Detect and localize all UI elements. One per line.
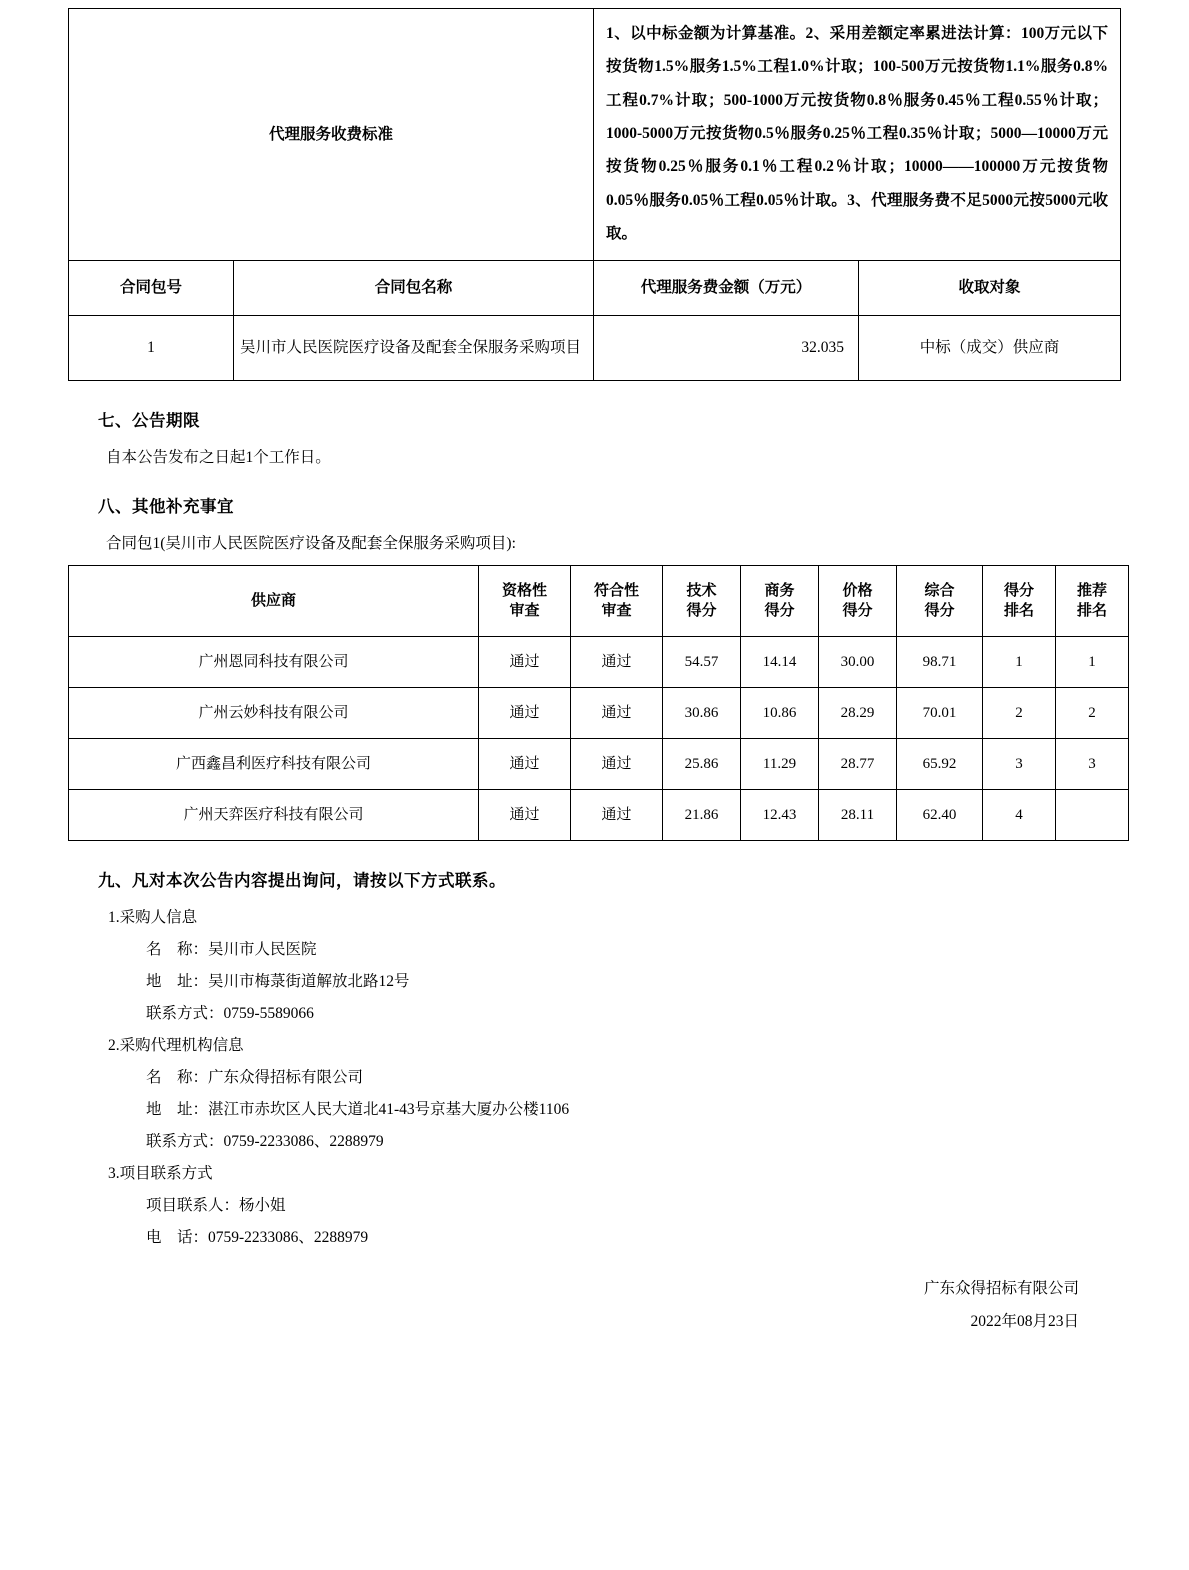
agency-title: 2.采购代理机构信息 — [108, 1037, 244, 1055]
table-row — [69, 790, 1129, 841]
agency-contact: 联系方式：0759-2233086、2288979 — [146, 1133, 384, 1151]
header-price — [819, 566, 897, 637]
header-business-line1: 商务 — [764, 582, 795, 599]
section-heading-9: 九、凡对本次公告内容提出询问，请按以下方式联系。 — [98, 871, 506, 891]
cell-business: 10.86 — [741, 688, 819, 739]
header-supplier-line1: 供应商 — [250, 593, 296, 610]
header-overall-line1: 综合 — [924, 582, 955, 599]
cell-recommend-rank: 1 — [1056, 637, 1129, 688]
agency-address: 地 址：湛江市赤坎区人民大道北41-43号京基大厦办公楼1106 — [146, 1101, 570, 1119]
header-package-no: 合同包号 — [69, 261, 234, 316]
header-compliance-line2: 审查 — [601, 603, 632, 620]
cell-technical: 25.86 — [663, 739, 741, 790]
cell-score-rank: 1 — [983, 637, 1056, 688]
header-recommend-rank-line1: 推荐 — [1076, 582, 1107, 599]
cell-package-no: 1 — [69, 316, 234, 381]
cell-compliance: 通过 — [571, 790, 663, 841]
document-footer — [68, 1273, 1121, 1338]
cell-qualification: 通过 — [479, 637, 571, 688]
header-score-rank — [983, 566, 1056, 637]
header-technical — [663, 566, 741, 637]
cell-compliance: 通过 — [571, 637, 663, 688]
purchaser-name: 名 称：吴川市人民医院 — [146, 941, 317, 959]
header-fee-amount: 代理服务费金额（万元） — [594, 261, 859, 316]
cell-recommend-rank — [1056, 790, 1129, 841]
cell-technical: 21.86 — [663, 790, 741, 841]
project-contact-person: 项目联系人：杨小姐 — [146, 1197, 286, 1215]
score-table-header-row — [69, 566, 1129, 637]
cell-recommend-rank: 3 — [1056, 739, 1129, 790]
cell-supplier: 广州云妙科技有限公司 — [69, 688, 479, 739]
cell-overall: 98.71 — [897, 637, 983, 688]
header-business — [741, 566, 819, 637]
cell-score-rank: 4 — [983, 790, 1056, 841]
cell-score-rank: 2 — [983, 688, 1056, 739]
cell-overall: 70.01 — [897, 688, 983, 739]
project-contact-title: 3.项目联系方式 — [108, 1165, 213, 1183]
fee-table-header-row — [69, 261, 1121, 316]
header-recommend-rank — [1056, 566, 1129, 637]
cell-price: 28.11 — [819, 790, 897, 841]
header-technical-line2: 得分 — [686, 603, 717, 620]
cell-score-rank: 3 — [983, 739, 1056, 790]
header-score-rank-line1: 得分 — [1003, 582, 1034, 599]
table-row — [69, 688, 1129, 739]
header-qualification-line1: 资格性 — [501, 582, 547, 599]
header-qualification — [479, 566, 571, 637]
section-heading-7: 七、公告期限 — [98, 411, 200, 431]
fee-standard-row — [69, 9, 1121, 261]
cell-fee-amount: 32.035 — [594, 316, 859, 381]
cell-price: 28.77 — [819, 739, 897, 790]
cell-price: 28.29 — [819, 688, 897, 739]
purchaser-title: 1.采购人信息 — [108, 909, 198, 927]
header-business-line2: 得分 — [764, 603, 795, 620]
header-score-rank-line2: 排名 — [1003, 603, 1034, 620]
cell-qualification: 通过 — [479, 739, 571, 790]
section-7-text: 自本公告发布之日起1个工作日。 — [106, 449, 331, 467]
footer-organization: 广东众得招标有限公司 — [923, 1280, 1079, 1298]
cell-business: 12.43 — [741, 790, 819, 841]
cell-price: 30.00 — [819, 637, 897, 688]
header-price-line1: 价格 — [842, 582, 873, 599]
cell-qualification: 通过 — [479, 790, 571, 841]
evaluation-score-table — [68, 565, 1129, 841]
fee-standard-body: 1、以中标金额为计算基准。2、采用差额定率累进法计算：100万元以下按货物1.5%服务1.5%工程1.0%计取；100-500万元按货物1.1%服务0.8%工程0.7%计取；500-1000万元按货物0.8％服务0.45％工程0.55％计取；1000-5000万元按货物0.5％服务0.25％工程0.35％计取；5000—10000万元按货物0.25％服务0.1％工程0.2％计取；10000——100000万元按货物0.05％服务0.05％工程0.05％计取。3、代理服务费不足5000元按5000元收取。 — [594, 9, 1121, 261]
header-overall — [897, 566, 983, 637]
table-row — [69, 637, 1129, 688]
header-payer: 收取对象 — [859, 261, 1121, 316]
cell-package-name: 吴川市人民医院医疗设备及配套全保服务采购项目 — [234, 316, 594, 381]
purchaser-contact: 联系方式：0759-5589066 — [146, 1005, 314, 1023]
header-price-line2: 得分 — [842, 603, 873, 620]
header-supplier — [69, 566, 479, 637]
cell-overall: 65.92 — [897, 739, 983, 790]
agency-fee-table — [68, 8, 1121, 381]
cell-technical: 30.86 — [663, 688, 741, 739]
header-technical-line1: 技术 — [686, 582, 717, 599]
footer-date: 2022年08月23日 — [970, 1312, 1079, 1330]
project-contact-phone: 电 话：0759-2233086、2288979 — [146, 1229, 369, 1247]
fee-standard-label: 代理服务收费标准 — [69, 9, 594, 261]
cell-compliance: 通过 — [571, 688, 663, 739]
header-qualification-line2: 审查 — [509, 603, 540, 620]
section-heading-8: 八、其他补充事宜 — [98, 497, 234, 517]
header-compliance-line1: 符合性 — [593, 582, 639, 599]
cell-business: 14.14 — [741, 637, 819, 688]
header-recommend-rank-line2: 排名 — [1076, 603, 1107, 620]
cell-qualification: 通过 — [479, 688, 571, 739]
header-compliance — [571, 566, 663, 637]
table-row — [69, 739, 1129, 790]
header-package-name: 合同包名称 — [234, 261, 594, 316]
cell-payer: 中标（成交）供应商 — [859, 316, 1121, 381]
table-row — [69, 316, 1121, 381]
cell-supplier: 广西鑫昌利医疗科技有限公司 — [69, 739, 479, 790]
cell-supplier: 广州天弈医疗科技有限公司 — [69, 790, 479, 841]
cell-business: 11.29 — [741, 739, 819, 790]
header-overall-line2: 得分 — [924, 603, 955, 620]
cell-technical: 54.57 — [663, 637, 741, 688]
section-8-subtitle: 合同包1(吴川市人民医院医疗设备及配套全保服务采购项目): — [106, 535, 516, 553]
agency-name: 名 称：广东众得招标有限公司 — [146, 1069, 364, 1087]
cell-overall: 62.40 — [897, 790, 983, 841]
purchaser-address: 地 址：吴川市梅菉街道解放北路12号 — [146, 973, 410, 991]
cell-supplier: 广州恩同科技有限公司 — [69, 637, 479, 688]
cell-compliance: 通过 — [571, 739, 663, 790]
cell-recommend-rank: 2 — [1056, 688, 1129, 739]
